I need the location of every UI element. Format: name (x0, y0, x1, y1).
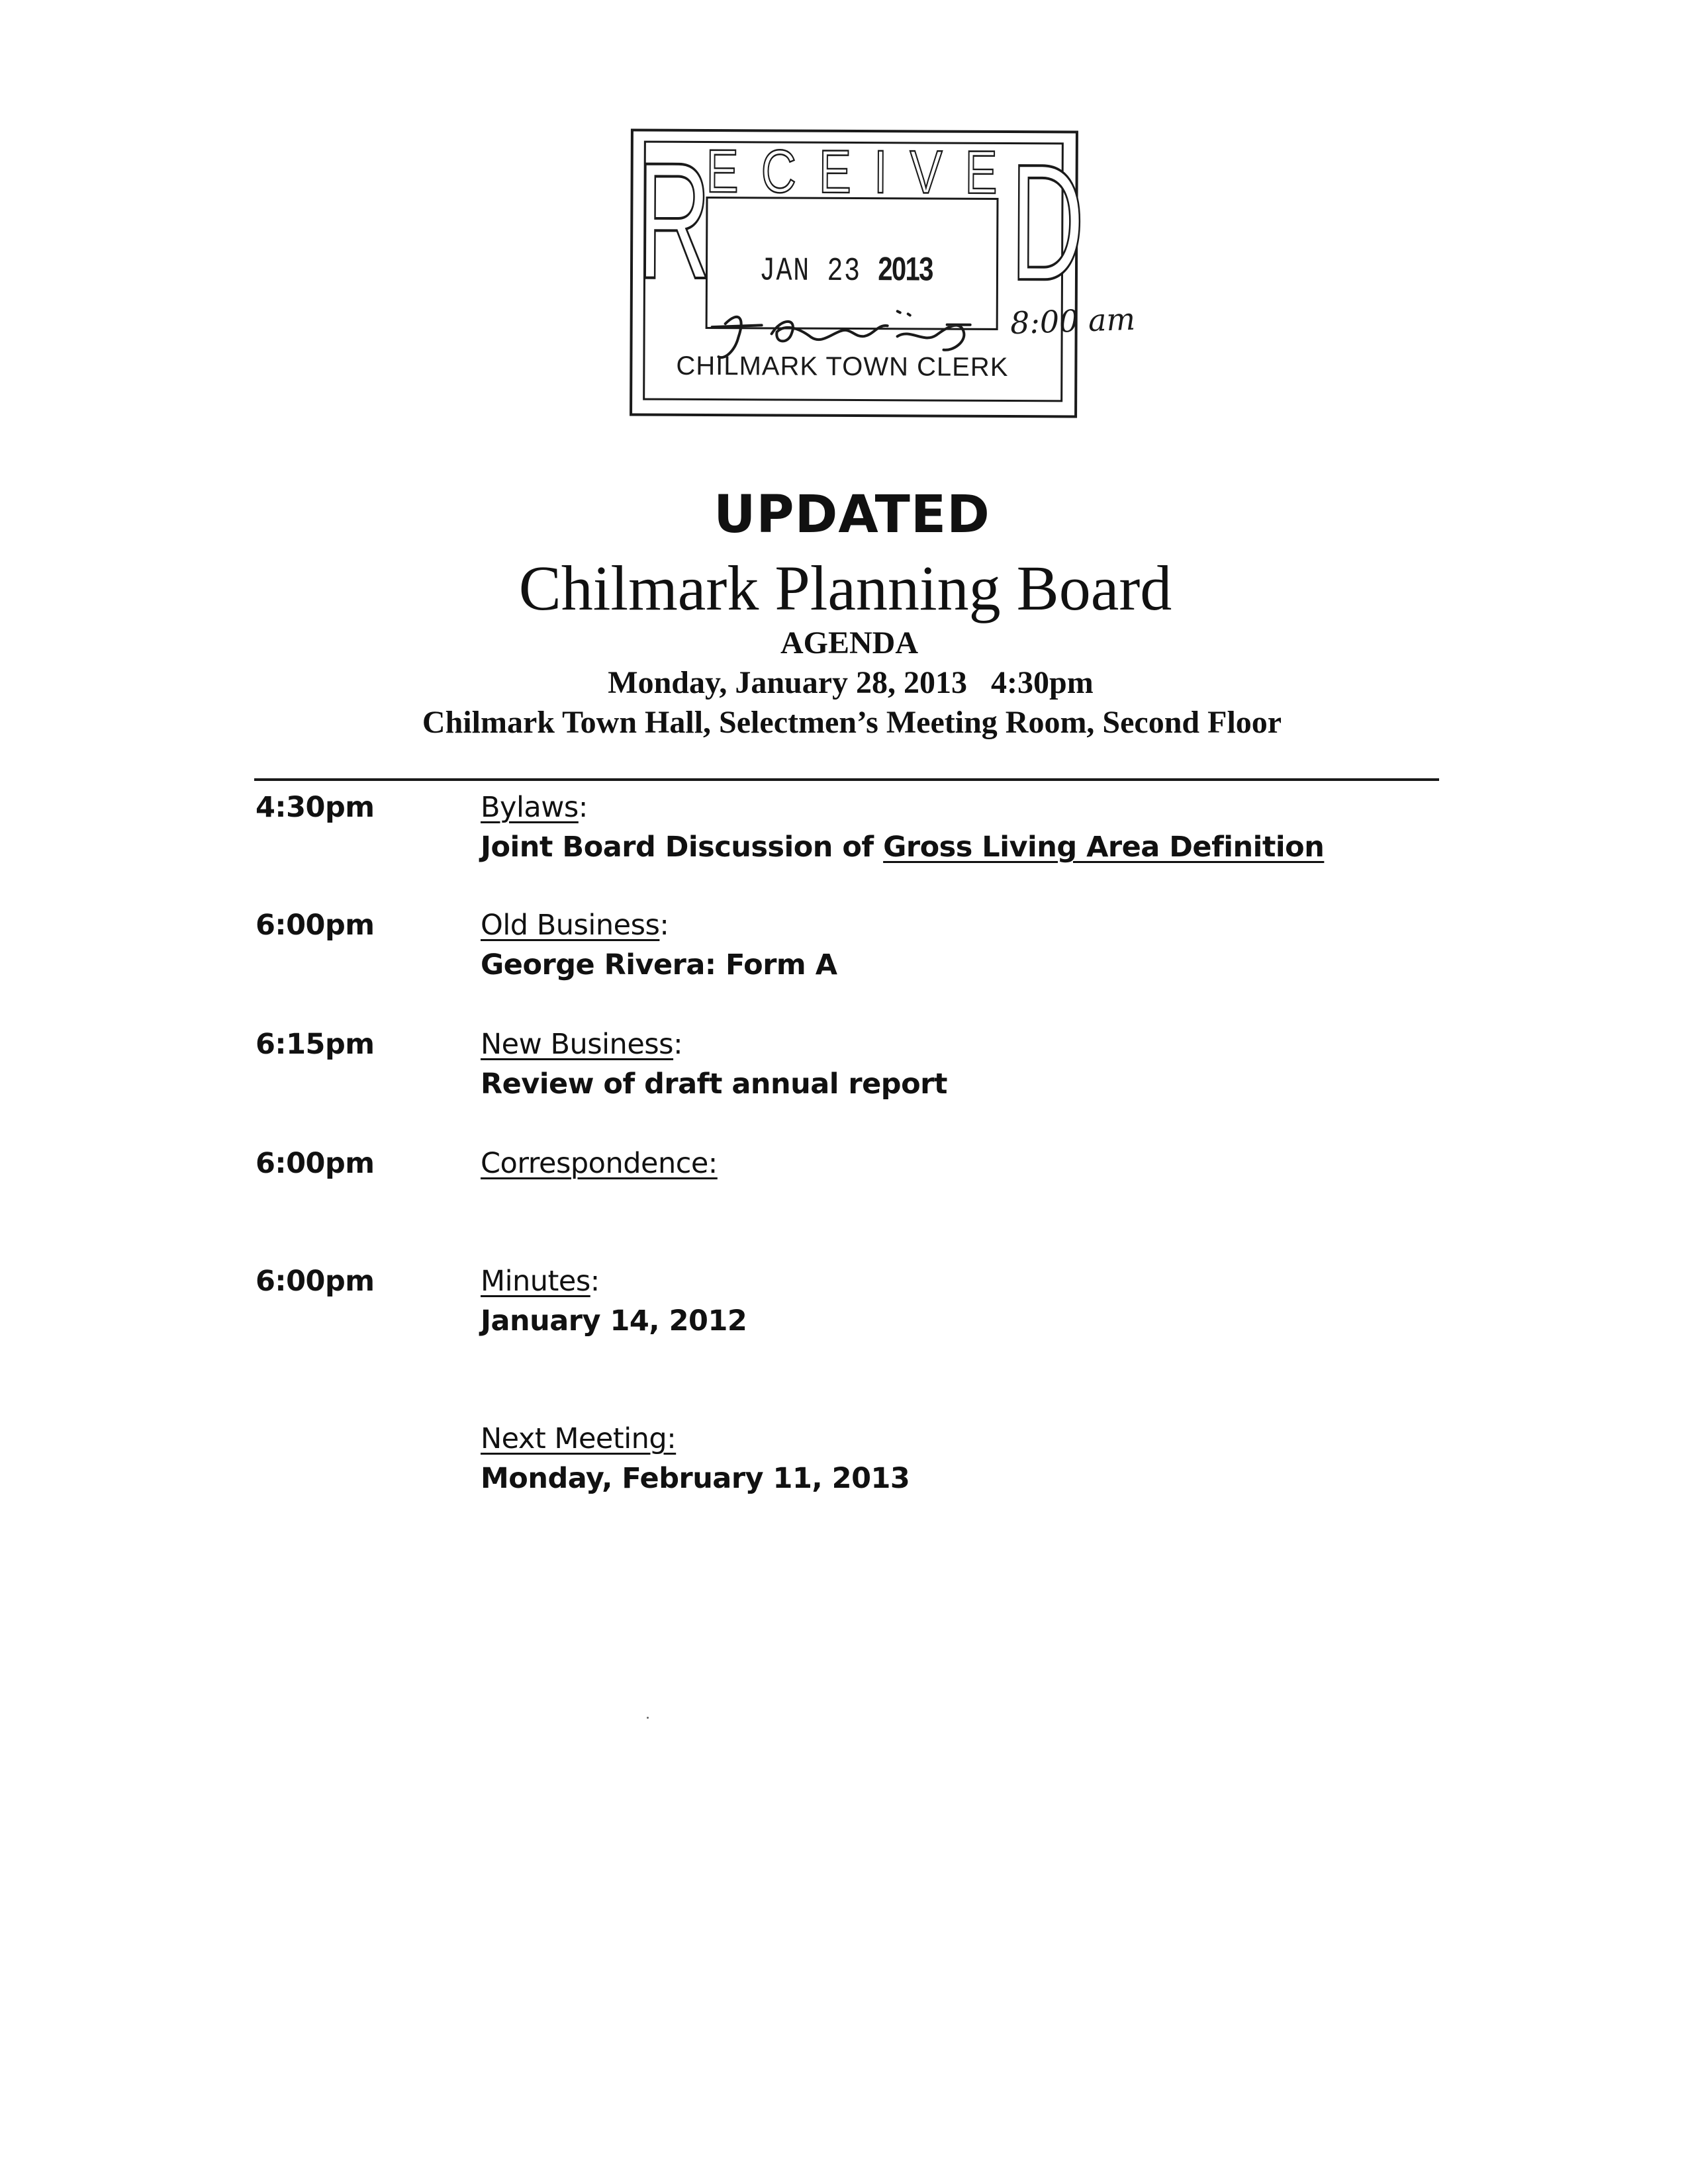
stamp-date-month: JAN (759, 252, 810, 291)
stamp-letter: E (706, 138, 739, 206)
stamp-letter: I (873, 138, 888, 206)
item-detail: George Rivera: Form A (481, 948, 837, 981)
item-time: 4:30pm (256, 791, 375, 824)
stamp-clerk-text: CHILMARK TOWN CLERK (676, 351, 1009, 383)
received-stamp (630, 128, 1085, 418)
stamp-letter: E (818, 138, 852, 206)
agenda-label: AGENDA (780, 625, 918, 660)
item-detail: Joint Board Discussion of Gross Living Area Definition (481, 831, 1325, 864)
stamp-letter-r: R (636, 128, 712, 314)
stamp-date-year: 2013 (878, 250, 933, 288)
handwritten-time-note: 8:00 am (1009, 300, 1136, 341)
meeting-date-time: Monday, January 28, 2013 4:30pm (608, 665, 1094, 700)
item-time: 6:00pm (256, 1147, 375, 1180)
meeting-location: Chilmark Town Hall, Selectmen’s Meeting Room, Second Floor (422, 705, 1282, 740)
updated-label: UPDATED (714, 485, 990, 545)
item-heading: New Business: (481, 1028, 683, 1061)
stamp-letter-d: D (1009, 130, 1085, 315)
item-time: 6:00pm (256, 909, 375, 942)
next-meeting-heading: Next Meeting: (481, 1422, 677, 1455)
board-title: Chilmark Planning Board (518, 553, 1172, 623)
item-heading: Correspondence: (481, 1147, 718, 1180)
stamp-letter: C (761, 138, 797, 206)
item-heading: Minutes: (481, 1265, 600, 1298)
scan-speck (647, 1717, 649, 1719)
gross-living-area-definition: Gross Living Area Definition (883, 831, 1325, 864)
agenda-header (0, 483, 1688, 741)
item-heading: Old Business: (481, 909, 669, 942)
item-heading: Bylaws: (481, 791, 588, 824)
item-detail: Review of draft annual report (481, 1068, 947, 1101)
next-meeting-date: Monday, February 11, 2013 (481, 1462, 910, 1495)
item-time: 6:15pm (256, 1028, 375, 1061)
header-divider (254, 778, 1439, 781)
stamp-date (759, 250, 933, 290)
item-detail: January 14, 2012 (481, 1304, 747, 1338)
stamp-date-day: 23 (827, 252, 861, 291)
stamp-letter: V (910, 138, 943, 206)
item-time: 6:00pm (256, 1265, 375, 1298)
stamp-received-word (706, 138, 997, 206)
stamp-letter: E (964, 138, 998, 206)
